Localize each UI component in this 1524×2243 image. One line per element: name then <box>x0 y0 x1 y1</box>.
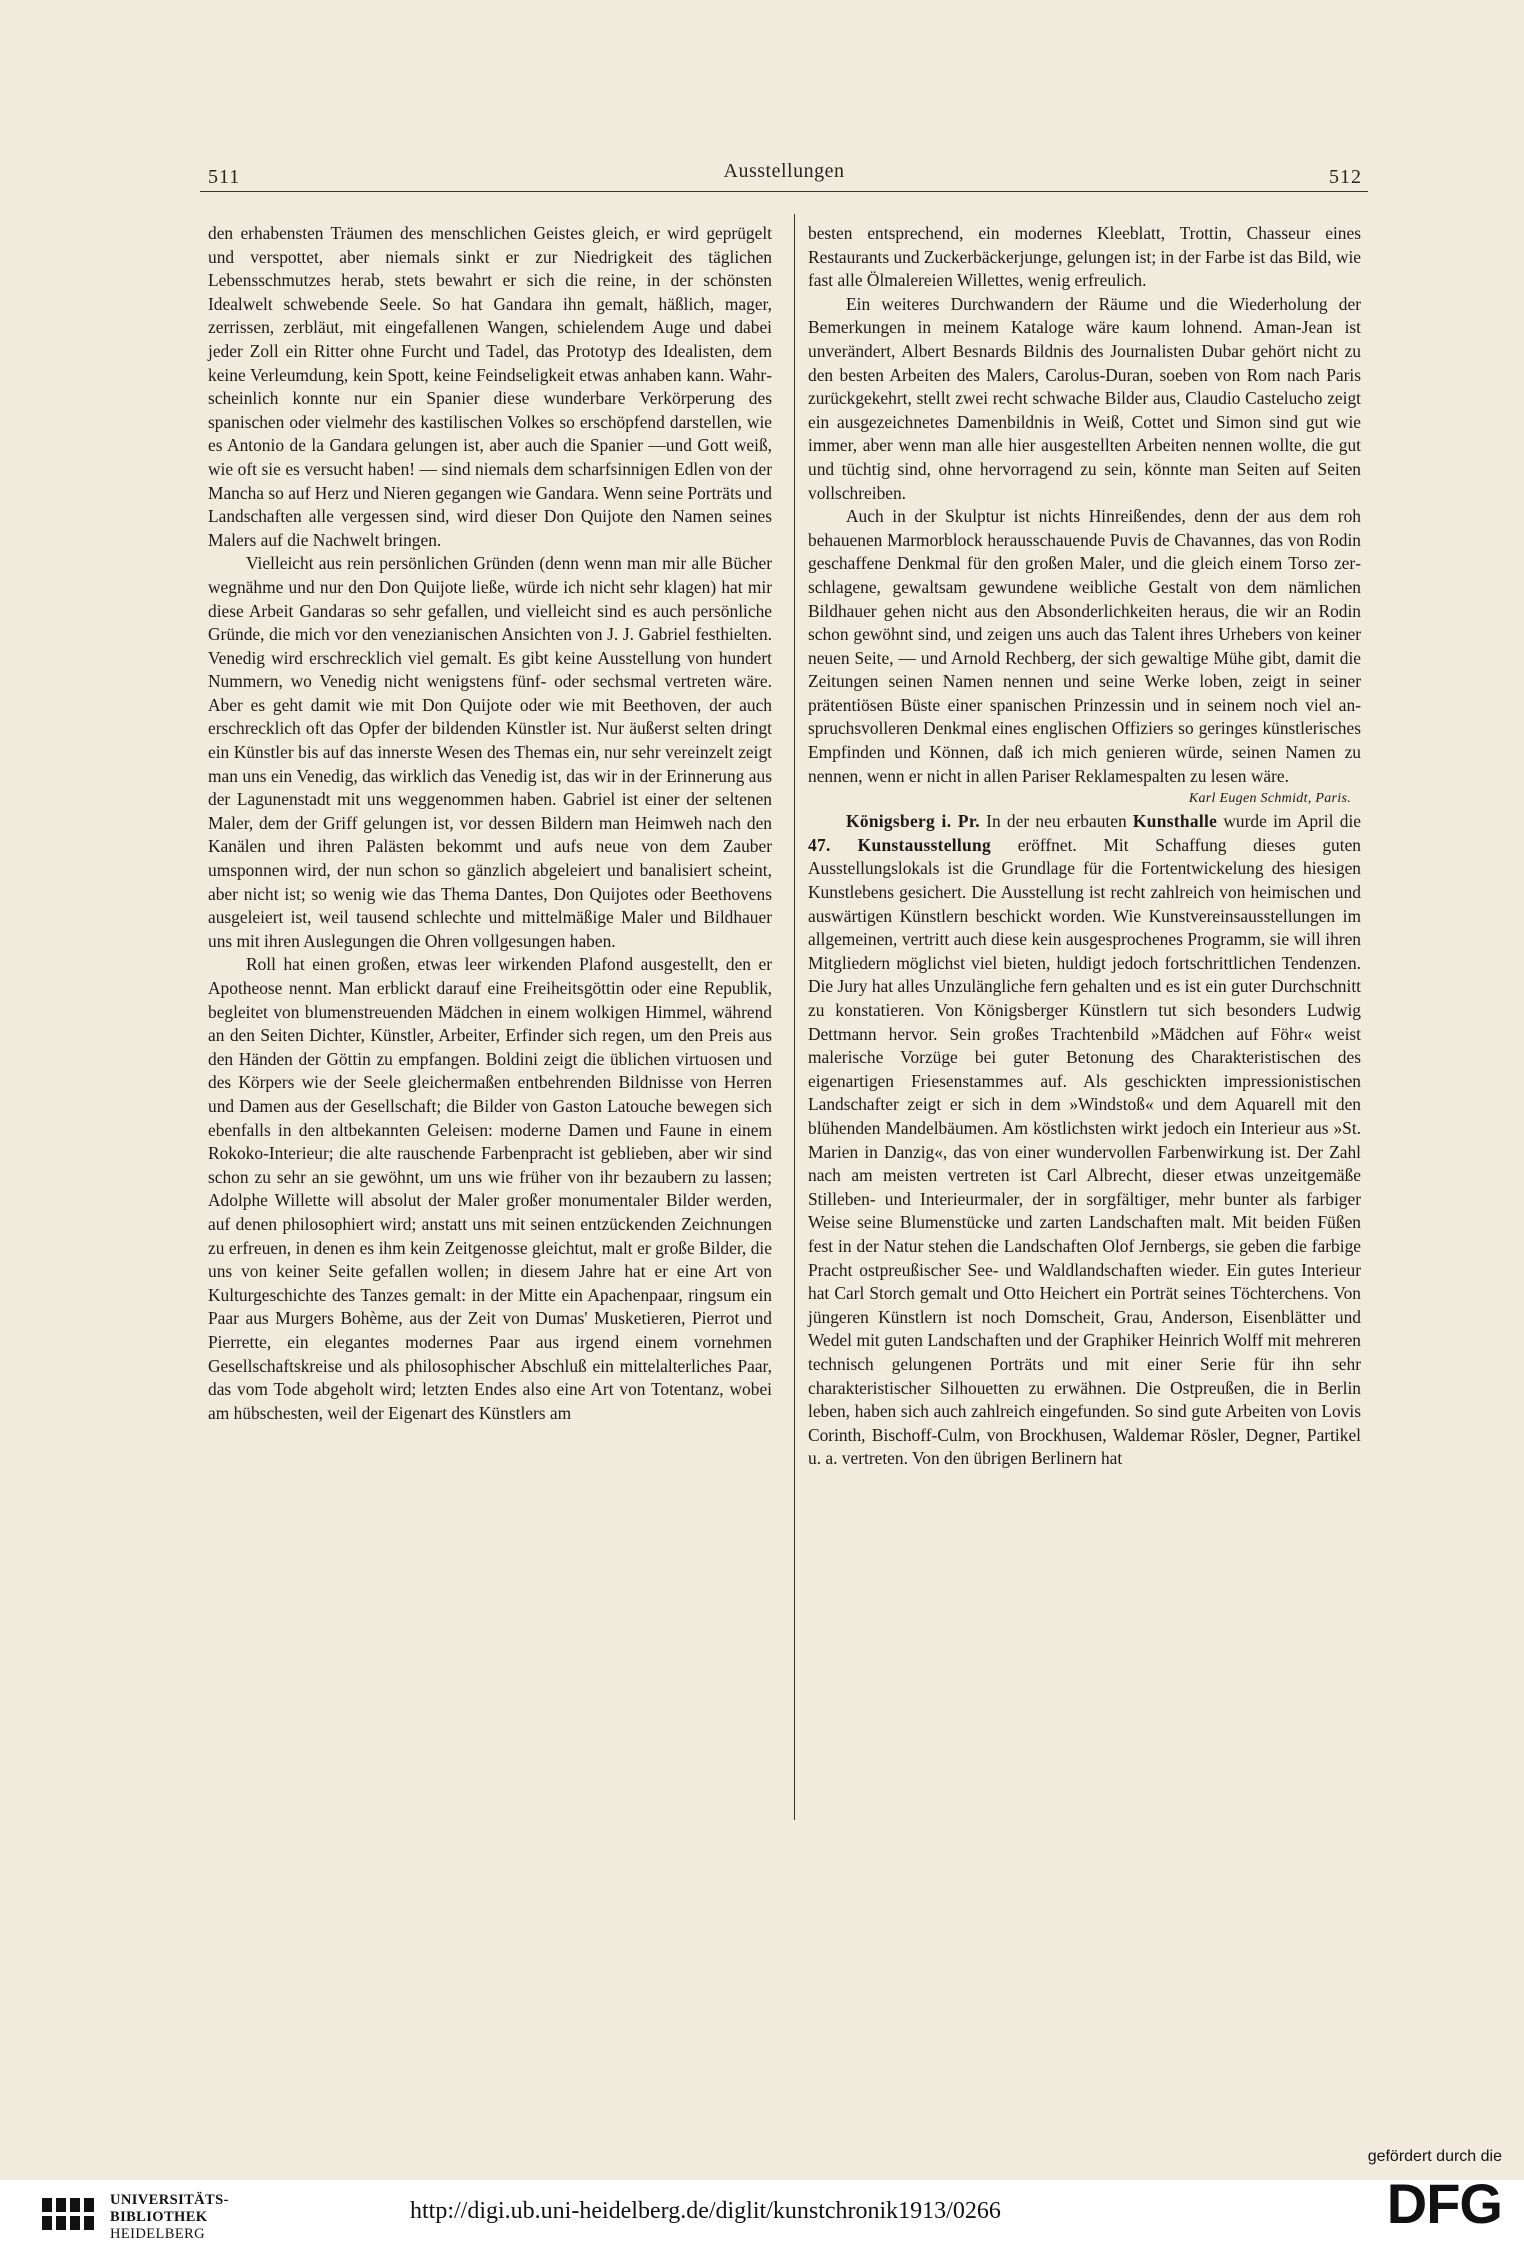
paragraph: Auch in der Skulptur ist nichts Hinreißendes, denn der aus dem roh behauenen Marmorblock herausschauende Puvis de Chavannes, das von Rodin geschaffene Denkmal für den großen Maler, und die gleich einem Torso zerschlagene, gewaltsam gewundene weibliche Gestalt von dem nämlichen Bildhauer gehen nicht aus den Absonderlichkeiten heraus, die wir an Rodin schon gewöhnt sind, und zeigen uns auch das Talent ihres Urhebers von keiner neuen Seite, — und Arnold Rechberg, der sich gewaltige Mühe gibt, damit die Zeitungen seinen Namen nennen und seine Werke loben, zeigt in seiner prätentiösen Büste einer spanischen Prinzessin und in seinem noch viel anspruchsvolleren Denkmal eines englischen Offiziers so geringes künstlerisches Empfinden und Können, daß ich mich genieren würde, seinen Namen zu nennen, wenn er nicht in allen Pariser Reklamespalten zu lesen wäre. <box>808 506 1361 786</box>
paragraph: Vielleicht aus rein persönlichen Gründen (denn wenn man mir alle Bücher wegnähme und nur den Don Quijote ließe, würde ich nicht sehr klagen) hat mir diese Arbeit Gandaras so sehr gefallen, und vielleicht sind es auch persönliche Gründe, die mich vor den venezianischen Ansichten von J. J. Gabriel festhielten. Venedig wird erschrecklich viel gemalt. Es gibt keine Ausstellung von hundert Nummern, wo Venedig nicht wenigstens fünf- oder sechsmal vertreten wäre. Aber es geht damit wie mit Don Quijote oder wie mit Beethoven, der auch erschrecklich oft das Opfer der bildenden Künstler ist. Nur äußerst selten dringt ein Künstler bis auf das innerste Wesen des Themas ein, nur sehr vereinzelt zeigt man uns ein Venedig, das wirklich das Venedig ist, das wir in der Erinnerung aus der Lagunenstadt mit uns weggenommen haben. Gabriel ist einer der seltenen Maler, dem der Griff gelungen ist, vor dessen Bildern man Heimweh nach den Kanälen und ihren Palästen bekommt und aufs neue von dem Zauber umsponnen wird, der nun schon so gänzlich abgeleiert und banalisiert scheint, aber nicht ist; so wenig wie das Thema Dantes, Don Quijotes oder Beethovens ausgeleiert ist, weil tausend schlechte und mittelmäßige Maler und Bildhauer uns mit ihren Auslegungen die Ohren vollgesungen haben. <box>208 553 772 951</box>
page-number-right: 512 <box>1329 166 1362 188</box>
bold-term: Kunsthalle <box>1132 811 1218 832</box>
source-url-link[interactable]: http://digi.ub.uni-heidelberg.de/diglit/kunstchronik1913/0266 <box>410 2198 1001 2224</box>
left-column <box>208 222 772 1425</box>
running-title: Ausstellungen <box>723 160 845 182</box>
library-name: UNIVERSITÄTS- BIBLIOTHEK HEIDELBERG <box>110 2192 229 2242</box>
paragraph: Roll hat einen großen, etwas leer wirkenden Plafond ausgestellt, den er Apotheose nennt. Man erblickt darauf eine Freiheitsgöttin oder eine Republik, begleitet von blumenstreuenden Mädchen in einem wolkigen Himmel, während an den Seiten Dichter, Künstler, Arbeiter, Erfinder sich regen, um den Preis aus den Händen der Göttin zu empfangen. Boldini zeigt die üblichen virtuosen und des Körpers wie der Seele gleichermaßen entbehrenden Bildnisse von Herren und Damen aus der Gesellschaft; die Bilder von Gaston Latouche bewegen sich ebenfalls in den altbekannten Geleisen: moderne Damen und Faune in einem Rokoko-Interieur; die alte rauschende Farbenpracht ist geblieben, aber wir sind schon zu sehr an sie gewöhnt, um uns wie früher von ihr bezaubern zu lassen; Adolphe Willette will absolut der Maler großer monumentaler Bilder werden, auf denen philosophiert wird; anstatt uns mit seinen entzückenden Zeichnungen zu erfreuen, in denen es ihm kein Zeitgenosse gleichtut, malt er große Bilder, die uns von keiner Seite gefallen wollen; in diesem Jahre hat er eine Art von Kulturgeschichte des Tanzes gemalt: in der Mitte ein Apachenpaar, ringsum ein Paar aus Murgers Bohème, aus der Zeit von Dumas' Musketieren, Pierrot und Pierrette, ein elegantes modernes Paar aus irgend einem vornehmen Gesellschaftskreise und als philosophischer Abschluß ein mittelalterliches Paar, das vom Tode abgeholt wird; letzten Endes also eine Art von Totentanz, wobei am hübschesten, weil der Eigenart des Künstlers am <box>208 954 772 1423</box>
header-rule <box>200 191 1368 192</box>
bold-term: 47. Kunstausstellung <box>808 834 991 855</box>
paragraph: Ein weiteres Durchwandern der Räume und die Wiederholung der Bemerkungen in meinem Kataloge wäre kaum lohnend. Aman-Jean ist unverändert, Albert Besnards Bildnis des Journalisten Dubar gehört nicht zu den besten Arbeiten des Malers, Carolus-Duran, soeben von Rom nach Paris zurückgekehrt, stellt zwei recht schwache Bilder aus, Claudio Castelucho zeigt ein ausgezeichnetes Damenbildnis in Weiß, Cottet und Simon sind gut wie immer, aber wenn man alle hier ausgestellten Arbeiten nennen wollte, die gut und tüchtig sind, ohne hervorragend zu sein, könnte man Seiten auf Seiten vollschreiben. <box>808 293 1361 503</box>
column-divider <box>794 214 795 1820</box>
page-header <box>200 158 1368 198</box>
place-heading: Königsberg i. Pr. <box>846 811 980 832</box>
university-seal-icon <box>40 2194 96 2234</box>
page-number-left: 511 <box>208 166 241 188</box>
right-column <box>808 222 1361 1471</box>
author-signature: Karl Eugen Schmidt, Paris. <box>1188 791 1351 807</box>
dfg-logo: DFG <box>1386 2172 1502 2235</box>
paragraph-koenigsberg: Königsberg i. Pr. In der neu erbauten Kunsthalle wurde im April die 47. Kunstausstellung eröffnet. Mit Schaffung dieses guten Ausstellungslokals ist die Grundlage für die Fortentwickelung des hiesigen Kunstlebens gesichert. Die Ausstellung ist recht zahlreich von heimischen und auswärtigen Künstlern beschickt worden. Wie Kunstvereinsausstellungen im allgemeinen, vertritt auch diese kein ausgesprochenes Programm, sie will ihren Mitgliedern möglichst viel bieten, huldigt jedoch fortschrittlichen Tendenzen. Die Jury hat alles Unzulängliche fern gehalten und es ist ein guter Durchschnitt zu konstatieren. Von Königsberger Künstlern tut sich besonders Ludwig Dettmann hervor. Sein großes Trachtenbild »Mädchen auf Föhr« weist malerische Vorzüge bei guter Betonung des Charakteristischen des eigenartigen Friesenstammes auf. Als geschickten impressionistischen Landschafter zeigt er sich in dem »Windstoß« und dem Aquarell mit den blühenden Mandelbäumen. Am köstlichsten wirkt jedoch ein Interieur aus »St. Marien in Danzig«, das von einer wundervollen Farbenwirkung ist. Der Zahl nach am meisten vertreten ist Carl Albrecht, dieser etwas unzeitgemäße Stilleben- und Interieurmaler, der in sorgfältiger, mehr bunter als farbiger Weise seine Blumenstücke und zarten Landschaften malt. Mit beiden Füßen fest in der Natur stehen die Landschaften Olof Jernbergs, sie geben die farbige Pracht ostpreußischer See- und Waldlandschaften wieder. Ein gutes Interieur hat Carl Storch gemalt und Otto Heichert ein Porträt seines Töchterchens. Von jüngeren Künstlern ist noch Domscheit, Grau, Anderson, Eisenblätter und Wedel mit guten Landschaften und der Graphiker Heinrich Wolff mit mehreren technisch gelungenen Porträts und mit einer Serie für ihn sehr charakteristischer Silhouetten zu erwähnen. Die Ostpreußen, die in Berlin leben, haben sich auch zahlreich eingefunden. So sind gute Arbeiten von Lovis Corinth, Bischoff-Culm, von Brockhusen, Waldemar Rösler, Degner, Partikel u. a. vertreten. Von den übrigen Berlinern hat <box>808 811 1361 1469</box>
funding-caption: gefördert durch die <box>1367 2148 1502 2165</box>
paragraph: den erhabensten Träumen des menschlichen Geistes gleich, er wird geprügelt und verspottet, aber niemals sinkt er zur Niedrigkeit des täglichen Lebensschmutzes herab, stets bewahrt er sich die reine, in der schönsten Idealwelt schwebende Seele. So hat Gandara ihn gemalt, häßlich, mager, zerrissen, zerbläut, mit eingefallenen Wangen, schielendem Auge und dabei jeder Zoll ein Ritter ohne Furcht und Tadel, das Prototyp des Idealisten, dem keine Verleumdung, kein Spott, keine Feindseligkeit etwas anhaben kann. Wahrscheinlich konnte nur ein Spanier diese wunderbare Verkörperung des spanischen oder vielmehr des kastilischen Volkes so erschöpfend darstellen, wie es Antonio de la Gandara gelungen ist, aber auch die Spanier —und Gott weiß, wie oft sie es versucht haben! — sind niemals dem scharfsinnigen Edlen von der Mancha so auf Herz und Nieren gegangen wie Gandara. Wenn seine Porträts und Landschaften alle vergessen sind, wird dieser Don Quijote den Namen seines Malers auf die Nachwelt bringen. <box>208 223 772 550</box>
paragraph: besten entsprechend, ein modernes Kleeblatt, Trottin, Chasseur eines Restaurants und Zuckerbäckerjunge, gelungen ist; in der Farbe ist das Bild, wie fast alle Ölmalereien Willettes, wenig erfreulich. <box>808 223 1361 291</box>
